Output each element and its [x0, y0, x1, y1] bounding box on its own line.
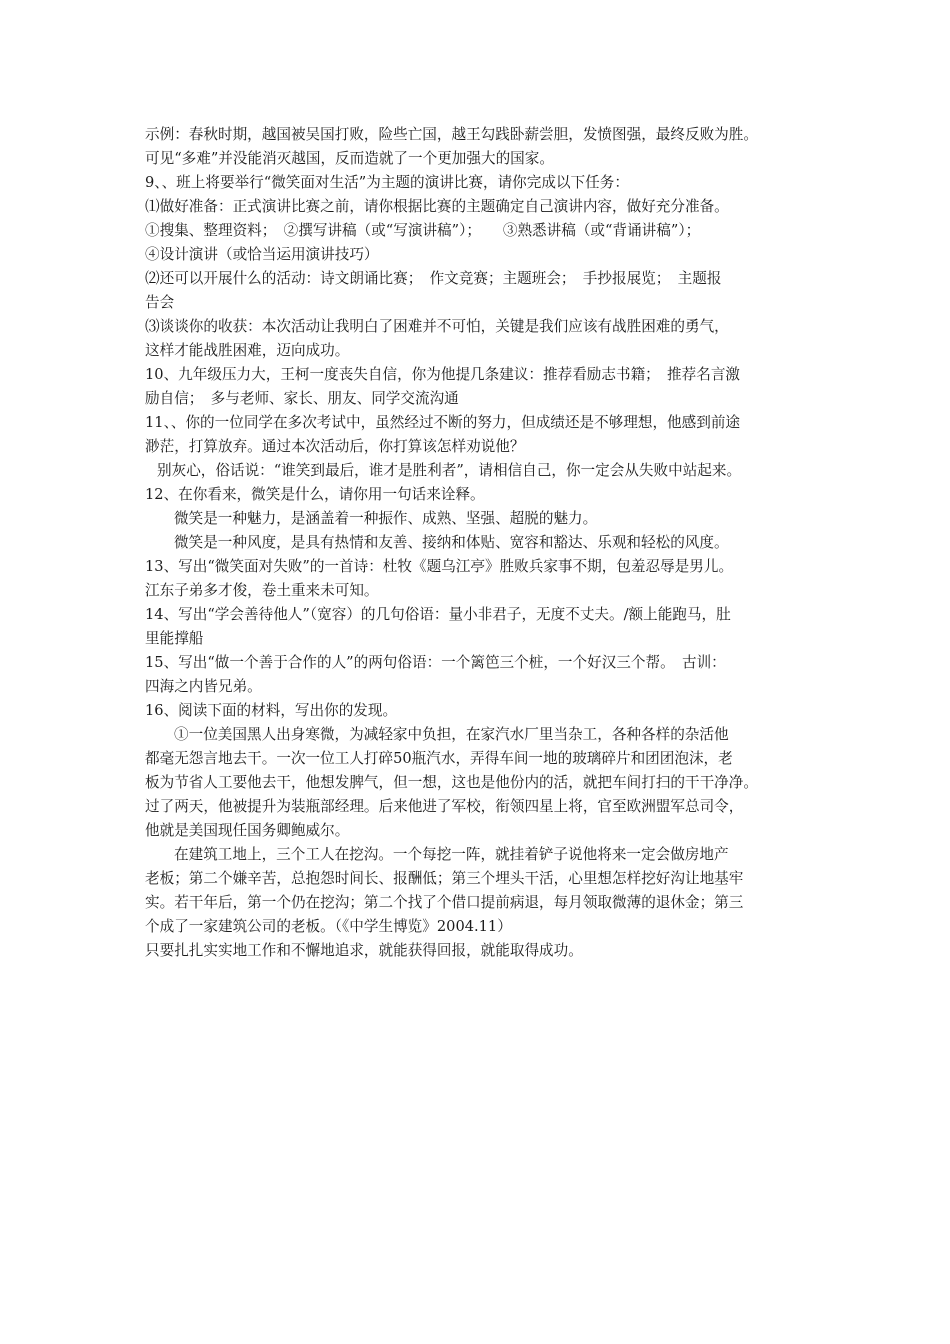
text-line: ⑶谈谈你的收获：本次活动让我明白了困难并不可怕，关键是我们应该有战胜困难的勇气，: [145, 318, 729, 335]
document-body: [145, 123, 813, 963]
text-line: 这样才能战胜困难，迈向成功。: [145, 342, 350, 359]
text-line: 告会: [145, 294, 175, 311]
text-line: 励自信； 多与老师、家长、朋友、同学交流沟通: [145, 390, 459, 407]
question-13: 13、写出“微笑面对失败”的一首诗：杜牧《题乌江亭》胜败兵家事不期，包羞忍辱是男儿。: [145, 558, 734, 575]
question-15: 15、写出“做一个善于合作的人”的两句俗语：一个篱笆三个桩，一个好汉三个帮。 古训：: [145, 654, 726, 671]
text-line: 老板；第二个嫌辛苦，总抱怨时间长、报酬低；第三个埋头干活，心里想怎样挖好沟让地基牢: [145, 870, 744, 887]
text-line: 可见“多难”并没能消灭越国，反而造就了一个更加强大的国家。: [145, 150, 554, 167]
text-line: 微笑是一种风度，是具有热情和友善、接纳和体贴、宽容和豁达、乐观和轻松的风度。: [174, 534, 729, 551]
text-line: 在建筑工地上，三个工人在挖沟。一个每挖一阵，就挂着铲子说他将来一定会做房地产: [174, 846, 729, 863]
question-12: 12、在你看来，微笑是什么，请你用一句话来诠释。: [145, 486, 485, 503]
question-11: 11、、你的一位同学在多次考试中，虽然经过不断的努力，但成绩还是不够理想，他感到前途: [145, 414, 741, 431]
text-line: 微笑是一种魅力，是涵盖着一种振作、成熟、坚强、超脱的魅力。: [174, 510, 598, 527]
text-line: 个成了一家建筑公司的老板。（《中学生博览》2004.11）: [145, 918, 512, 935]
text-line: ①一位美国黑人出身寒微，为减轻家中负担，在家汽水厂里当杂工，各种各样的杂活他: [174, 726, 729, 743]
text-line: 都毫无怨言地去干。一次一位工人打碎50瓶汽水，弄得车间一地的玻璃碎片和团团泡沫，老: [145, 750, 733, 767]
text-line: 里能撑船: [145, 630, 204, 647]
text-line: 示例：春秋时期，越国被吴国打败，险些亡国，越王勾践卧薪尝胆，发愤图强，最终反败为胜。: [145, 126, 758, 143]
text-line: ①搜集、整理资料； ②撰写讲稿（或“写演讲稿”）； ③熟悉讲稿（或“背诵讲稿”）；: [145, 222, 701, 239]
question-16: 16、阅读下面的材料，写出你的发现。: [145, 702, 398, 719]
text-line: 实。若干年后，第一个仍在挖沟；第二个找了个借口提前病退，每月领取微薄的退休金；第三: [145, 894, 744, 911]
text-line: 别灰心，俗话说：“谁笑到最后，谁才是胜利者”，请相信自己，你一定会从失败中站起来。: [157, 462, 742, 479]
text-line: 渺茫，打算放弃。通过本次活动后，你打算该怎样劝说他？: [145, 438, 525, 455]
text-line: 他就是美国现任国务卿鲍威尔。: [145, 822, 350, 839]
question-10: 10、九年级压力大，王柯一度丧失自信，你为他提几条建议：推荐看励志书籍； 推荐名言激: [145, 366, 741, 383]
text-line: ⑵还可以开展什么的活动：诗文朗诵比赛； 作文竞赛；主题班会； 手抄报展览； 主题报: [145, 270, 722, 287]
text-line: ④设计演讲（或恰当运用演讲技巧）: [145, 246, 379, 263]
text-line: ⑴做好准备：正式演讲比赛之前，请你根据比赛的主题确定自己演讲内容，做好充分准备。: [145, 198, 729, 215]
text-line: 四海之内皆兄弟。: [145, 678, 262, 695]
text-line: 江东子弟多才俊，卷土重来未可知。: [145, 582, 379, 599]
question-14: 14、写出“学会善待他人”（宽容）的几句俗语：量小非君子，无度不丈夫。/额上能跑马，肚: [145, 606, 731, 623]
text-line: 过了两天，他被提升为装瓶部经理。后来他进了军校，衔领四星上将，官至欧洲盟军总司令，: [145, 798, 744, 815]
text-line: 板为节省人工要他去干，他想发脾气，但一想，这也是他份内的活，就把车间打扫的干干净净。: [145, 774, 758, 791]
question-9: 9、、班上将要举行“微笑面对生活”为主题的演讲比赛，请你完成以下任务：: [145, 174, 629, 191]
text-line: 只要扎扎实实地工作和不懈地追求，就能获得回报，就能取得成功。: [145, 942, 583, 959]
